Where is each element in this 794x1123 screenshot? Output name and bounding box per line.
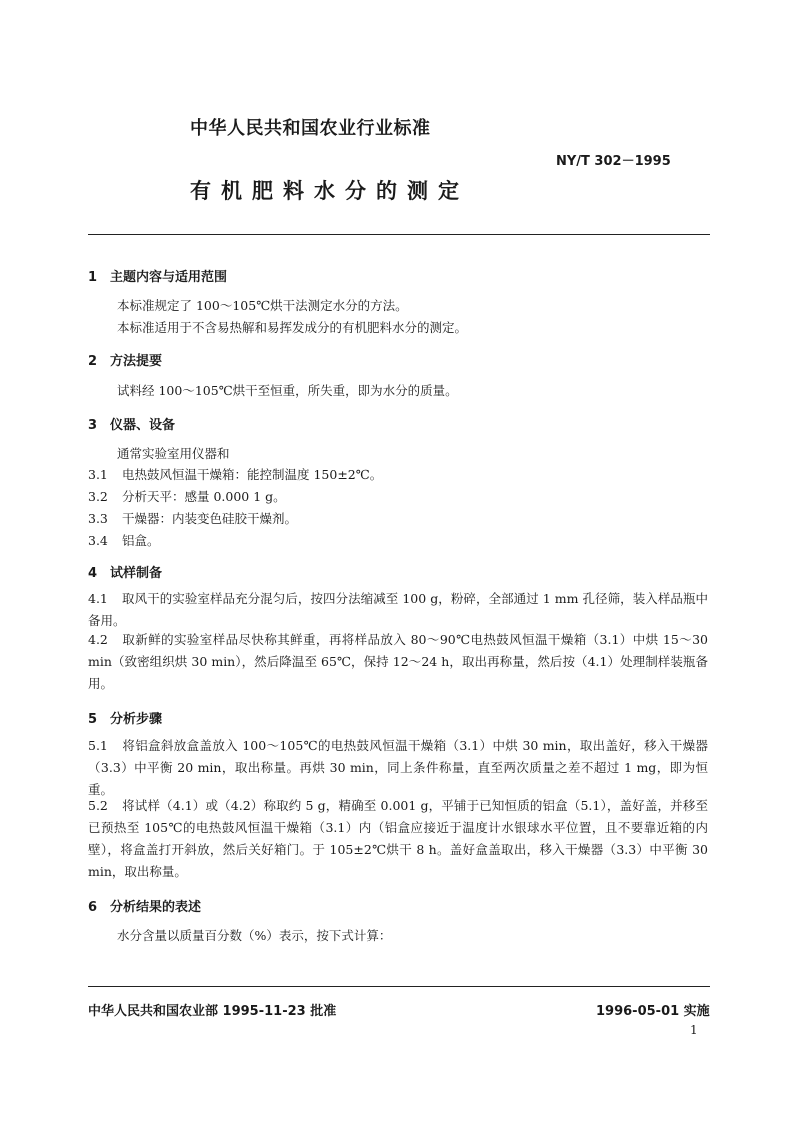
section-1-para-2: 本标准适用于不含易热解和易挥发成分的有机肥料水分的测定。 bbox=[117, 320, 468, 335]
item-text: 铝盒。 bbox=[122, 533, 160, 548]
section-3-heading bbox=[88, 414, 175, 433]
section-3-item bbox=[88, 465, 382, 483]
item-number: 3.3 bbox=[88, 511, 108, 526]
item-number: 3.4 bbox=[88, 533, 108, 548]
item-text: 分析天平：感量 0.000 1 g。 bbox=[122, 489, 286, 504]
document-title: 有机肥料水分的测定 bbox=[190, 179, 469, 203]
item-text: 电热鼓风恒温干燥箱：能控制温度 150±2℃。 bbox=[122, 467, 383, 482]
item-text: 将铝盒斜放盒盖放入 100～105℃的电热鼓风恒温干燥箱（3.1）中烘 30 min，取出盖好，移入干燥器（3.3）中平衡 20 min，取出称量。再烘 30 min，同上条件称量，直至两次质量之差不超过 1 mg，即为恒重。 bbox=[88, 738, 708, 797]
item-number: 3.1 bbox=[88, 467, 108, 482]
section-title: 试样制备 bbox=[110, 566, 163, 581]
page-number: 1 bbox=[690, 1023, 698, 1037]
item-text: 干燥器：内装变色硅胶干燥剂。 bbox=[122, 511, 298, 526]
section-3-item bbox=[88, 509, 297, 527]
section-6-para-1: 水分含量以质量百分数（%）表示，按下式计算： bbox=[117, 928, 392, 943]
item-number: 5.2 bbox=[88, 798, 108, 813]
section-3-intro: 通常实验室用仪器和 bbox=[117, 446, 230, 461]
section-title: 分析结果的表述 bbox=[110, 900, 202, 915]
footer-divider bbox=[88, 986, 710, 987]
section-number: 2 bbox=[88, 354, 98, 369]
section-title: 主题内容与适用范围 bbox=[110, 270, 228, 285]
section-title: 仪器、设备 bbox=[110, 418, 176, 433]
section-title: 分析步骤 bbox=[110, 712, 163, 727]
section-number: 4 bbox=[88, 566, 98, 581]
section-number: 1 bbox=[88, 270, 98, 285]
section-4-heading bbox=[88, 562, 162, 581]
header-divider bbox=[88, 234, 710, 235]
section-3-item bbox=[88, 531, 160, 549]
section-4-item bbox=[88, 588, 708, 632]
section-title: 方法提要 bbox=[110, 354, 163, 369]
section-4-item bbox=[88, 629, 708, 695]
section-number: 3 bbox=[88, 418, 98, 433]
section-2-heading bbox=[88, 350, 162, 369]
standard-number: NY/T 302－1995 bbox=[556, 154, 671, 169]
section-3-item bbox=[88, 487, 286, 505]
item-number: 4.1 bbox=[88, 591, 108, 606]
approval-line: 中华人民共和国农业部 1995-11-23 批准 bbox=[88, 1004, 337, 1019]
item-text: 取新鲜的实验室样品尽快称其鲜重，再将样品放入 80～90℃电热鼓风恒温干燥箱（3.1）中烘 15～30 min（致密组织烘 30 min），然后降温至 65℃，保持 12～24 h，取出再称量，然后按（4.1）处理制样装瓶备用。 bbox=[88, 632, 708, 691]
section-number: 5 bbox=[88, 712, 98, 727]
item-text: 将试样（4.1）或（4.2）称取约 5 g，精确至 0.001 g，平铺于已知恒质的铝盒（5.1），盖好盖，并移至已预热至 105℃的电热鼓风恒温干燥箱（3.1）内（铝盒应接近于温度计水银球水平位置，且不要靠近箱的内壁），将盒盖打开斜放，然后关好箱门。于 105±2℃烘干 8 h。盖好盒盖取出，移入干燥器（3.3）中平衡 30 min，取出称量。 bbox=[88, 798, 708, 879]
org-title: 中华人民共和国农业行业标准 bbox=[190, 118, 431, 139]
item-number: 4.2 bbox=[88, 632, 108, 647]
effective-date: 1996-05-01 实施 bbox=[596, 1004, 710, 1019]
section-1-heading bbox=[88, 266, 227, 285]
item-number: 3.2 bbox=[88, 489, 108, 504]
section-5-heading bbox=[88, 708, 162, 727]
section-1-para-1: 本标准规定了 100～105℃烘干法测定水分的方法。 bbox=[117, 298, 408, 313]
item-text: 取风干的实验室样品充分混匀后，按四分法缩减至 100 g，粉碎，全部通过 1 mm 孔径筛，装入样品瓶中备用。 bbox=[88, 591, 708, 628]
section-2-para-1: 试料经 100～105℃烘干至恒重，所失重，即为水分的质量。 bbox=[117, 383, 458, 398]
section-5-item bbox=[88, 795, 708, 883]
item-number: 5.1 bbox=[88, 738, 108, 753]
section-number: 6 bbox=[88, 900, 98, 915]
section-6-heading bbox=[88, 896, 201, 915]
section-5-item bbox=[88, 735, 708, 801]
